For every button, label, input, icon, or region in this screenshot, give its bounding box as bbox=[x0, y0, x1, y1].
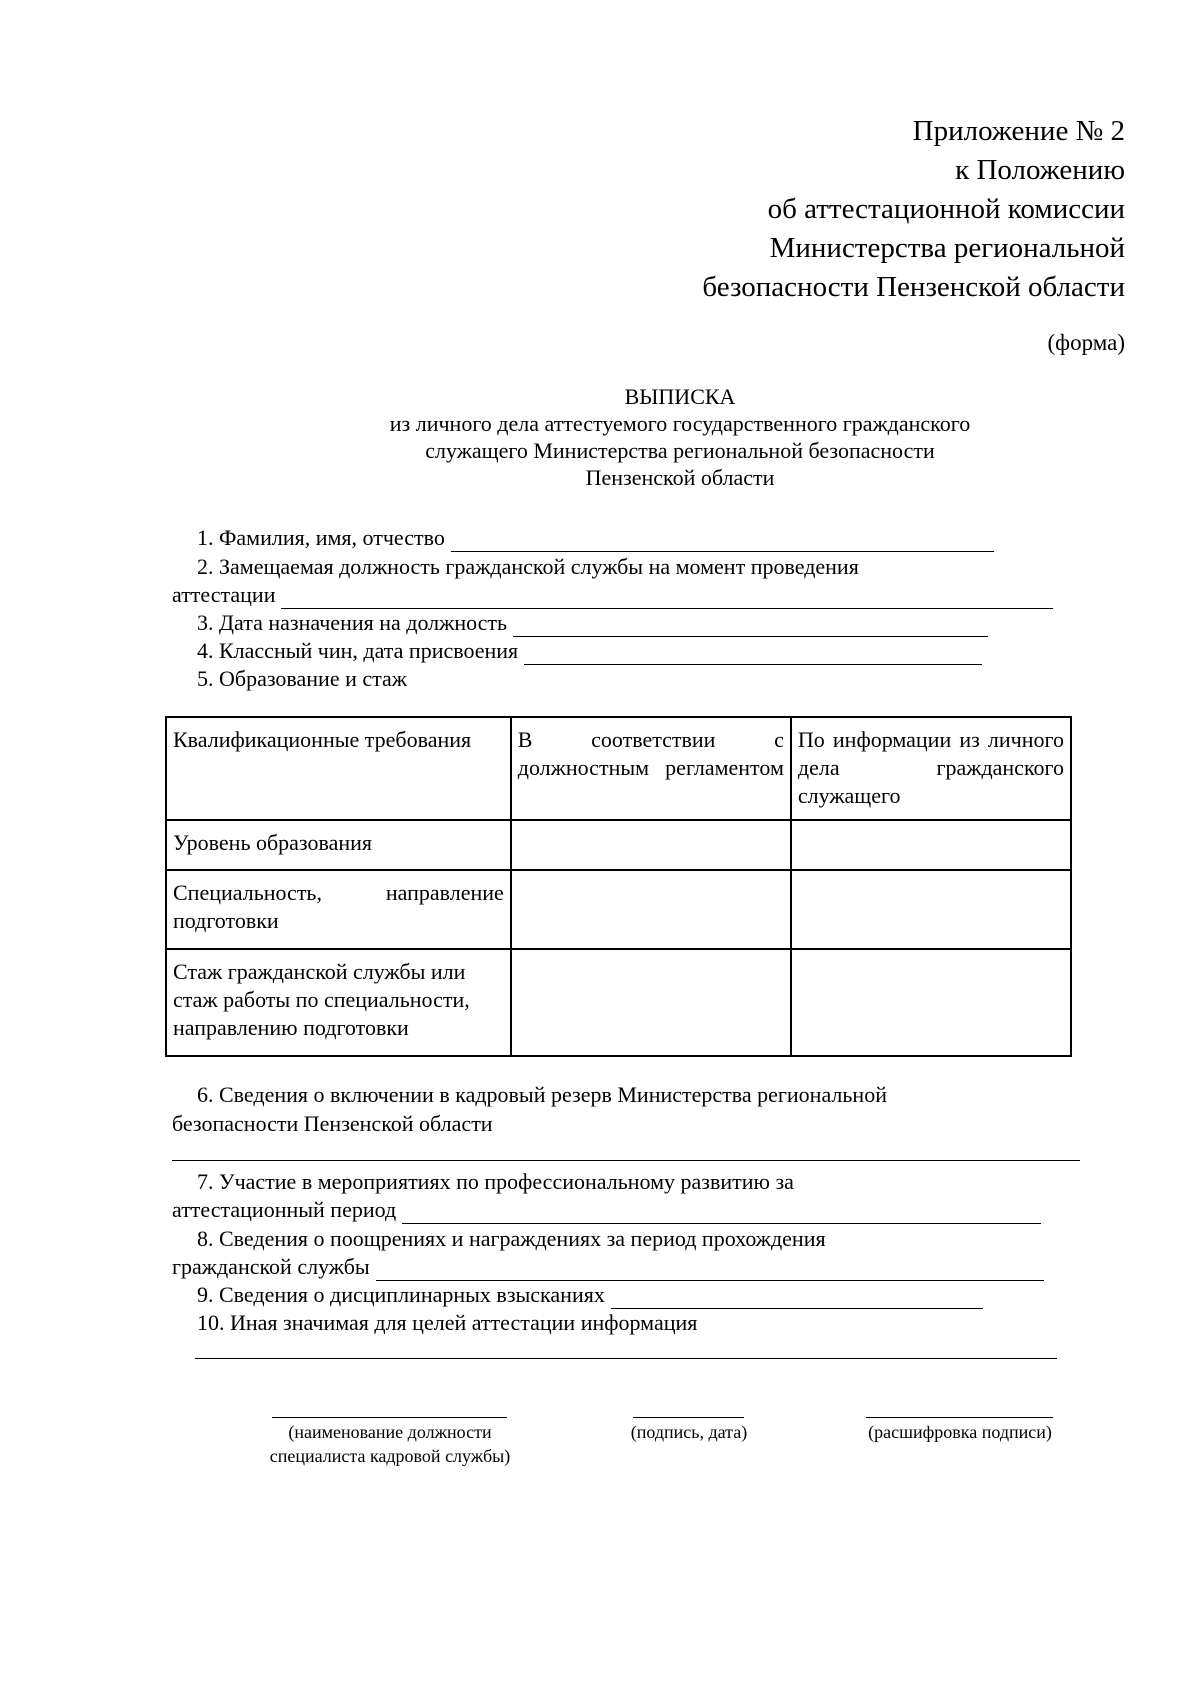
qualification-table bbox=[165, 716, 1072, 1057]
field-label: 10. Иная значимая для целей аттестации информация bbox=[197, 1310, 698, 1335]
appendix-line: Приложение № 2 bbox=[912, 115, 1125, 147]
appendix-line: безопасности Пензенской области bbox=[702, 271, 1125, 303]
row-label-cell bbox=[166, 949, 511, 1056]
signature-caption: (подпись, дата) bbox=[630, 1422, 748, 1442]
row-education-level: Уровень образования bbox=[173, 830, 373, 855]
title-heading: ВЫПИСКА bbox=[624, 384, 736, 409]
table-header-cell bbox=[511, 717, 791, 820]
field-label: 9. Сведения о дисциплинарных взысканиях bbox=[197, 1282, 605, 1307]
field-class-rank bbox=[197, 637, 982, 665]
field-label: гражданской службы bbox=[172, 1254, 370, 1279]
header-by-personal-file: По информации из личного дела гражданского служащего bbox=[797, 727, 1064, 808]
row-label-cell bbox=[166, 870, 511, 949]
document-title bbox=[300, 383, 1060, 491]
appendix-line: Министерства региональной bbox=[769, 232, 1125, 264]
field-development bbox=[172, 1196, 1041, 1224]
field-awards-line1 bbox=[197, 1225, 826, 1253]
appendix-line: об аттестационной комиссии bbox=[767, 193, 1125, 225]
class-rank-input-line[interactable] bbox=[524, 642, 982, 665]
other-info-input-line[interactable] bbox=[195, 1358, 1057, 1359]
title-line: из личного дела аттестуемого государственного гражданского bbox=[389, 411, 971, 436]
field-label: 1. Фамилия, имя, отчество bbox=[197, 525, 445, 550]
field-position bbox=[172, 581, 1053, 609]
signature-line[interactable] bbox=[633, 1417, 744, 1418]
table-cell[interactable] bbox=[511, 870, 791, 949]
field-label: 6. Сведения о включении в кадровый резерв Министерства региональной bbox=[197, 1082, 887, 1107]
appointment-date-input-line[interactable] bbox=[513, 614, 988, 637]
table-row bbox=[166, 870, 1071, 949]
field-reserve-line2 bbox=[172, 1110, 493, 1138]
disciplinary-input-line[interactable] bbox=[611, 1286, 983, 1309]
table-row bbox=[166, 820, 1071, 870]
field-full-name bbox=[197, 524, 994, 552]
field-label: аттестации bbox=[172, 582, 276, 607]
field-appointment-date bbox=[197, 609, 988, 637]
field-label: аттестационный период bbox=[172, 1197, 397, 1222]
caption-line: (наименование должности bbox=[288, 1422, 492, 1442]
field-other-info bbox=[197, 1309, 697, 1337]
field-disciplinary bbox=[197, 1281, 983, 1309]
table-cell[interactable] bbox=[791, 949, 1071, 1056]
field-reserve-line1 bbox=[197, 1081, 887, 1109]
field-label: 5. Образование и стаж bbox=[197, 666, 407, 691]
reserve-input-line[interactable] bbox=[172, 1160, 1080, 1161]
field-position-line1 bbox=[197, 553, 957, 581]
table-cell[interactable] bbox=[511, 820, 791, 870]
decoding-signature-line[interactable] bbox=[866, 1417, 1053, 1418]
field-label: безопасности Пензенской области bbox=[172, 1111, 493, 1136]
row-specialty: Специальность, направление подготовки bbox=[173, 880, 504, 933]
table-cell[interactable] bbox=[511, 949, 791, 1056]
table-cell[interactable] bbox=[791, 870, 1071, 949]
field-label: 3. Дата назначения на должность bbox=[197, 610, 508, 635]
table-header-cell bbox=[791, 717, 1071, 820]
decoding-caption: (расшифровка подписи) bbox=[868, 1422, 1052, 1442]
caption-line: специалиста кадровой службы) bbox=[269, 1446, 511, 1466]
row-label-cell bbox=[166, 820, 511, 870]
field-label: 2. Замещаемая должность гражданской службы на момент проведения bbox=[197, 554, 859, 579]
form-label: (форма) bbox=[1047, 330, 1125, 355]
field-label: 4. Классный чин, дата присвоения bbox=[197, 638, 519, 663]
position-caption bbox=[240, 1420, 540, 1468]
table-header-row bbox=[166, 717, 1071, 820]
awards-input-line[interactable] bbox=[376, 1258, 1044, 1281]
field-education bbox=[197, 665, 407, 693]
title-line: служащего Министерства региональной безопасности bbox=[425, 438, 935, 463]
position-input-line[interactable] bbox=[281, 586, 1053, 609]
header-requirements: Квалификационные требования bbox=[173, 727, 472, 752]
row-experience: Стаж гражданской службы или стаж работы по специальности, направлению подготовки bbox=[173, 959, 470, 1040]
field-label: 7. Участие в мероприятиях по профессиональному развитию за bbox=[197, 1169, 794, 1194]
appendix-header bbox=[565, 112, 1125, 307]
position-signature-line[interactable] bbox=[272, 1417, 507, 1418]
field-development-line1 bbox=[197, 1168, 917, 1196]
development-input-line[interactable] bbox=[402, 1201, 1041, 1224]
table-cell[interactable] bbox=[791, 820, 1071, 870]
table-header-cell bbox=[166, 717, 511, 820]
table-row bbox=[166, 949, 1071, 1056]
field-label: 8. Сведения о поощрениях и награждениях за период прохождения bbox=[197, 1226, 826, 1251]
appendix-line: к Положению bbox=[955, 154, 1125, 186]
header-by-regulation: В соответствии с должностным регламентом bbox=[517, 727, 784, 780]
field-awards bbox=[172, 1253, 1044, 1281]
title-line: Пензенской области bbox=[585, 465, 775, 490]
full-name-input-line[interactable] bbox=[451, 529, 994, 552]
